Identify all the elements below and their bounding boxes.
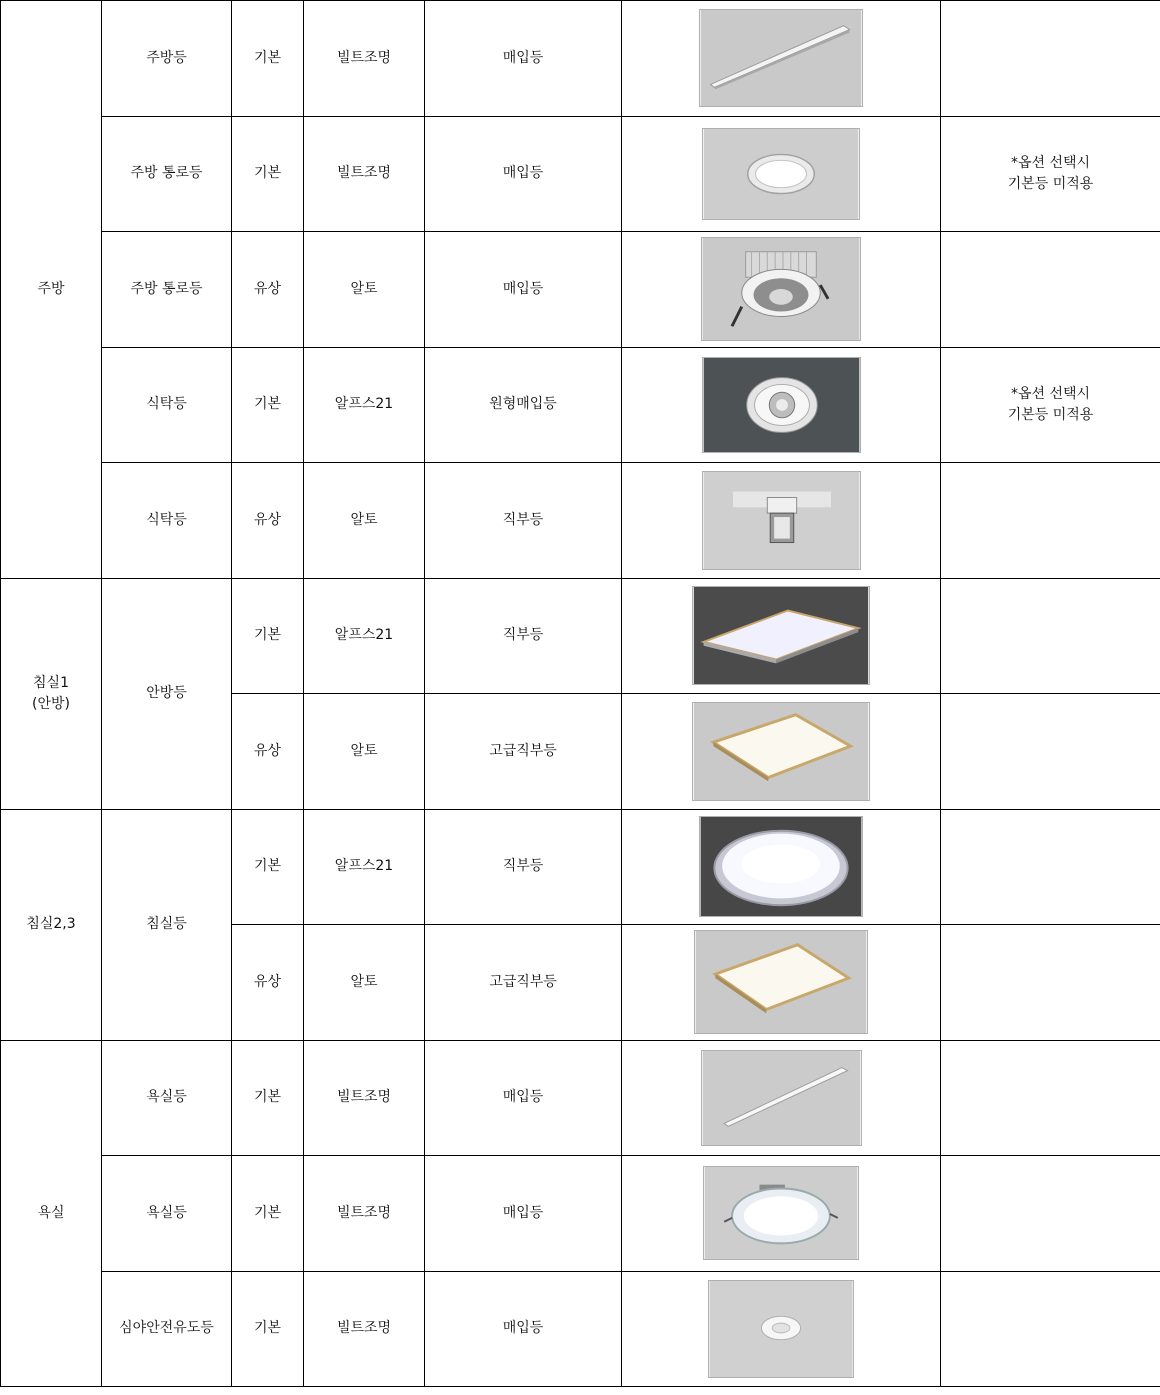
note-cell	[941, 1, 1160, 117]
grade-label: 유상	[253, 511, 282, 528]
brand-label: 알토	[350, 280, 378, 297]
name-cell	[102, 1156, 232, 1272]
grade-cell	[232, 347, 304, 463]
room-cell	[1, 809, 102, 1040]
type-cell	[425, 1, 622, 117]
brand-cell	[304, 925, 425, 1041]
type-cell	[425, 232, 622, 348]
brand-cell	[304, 1040, 425, 1156]
room-cell	[1, 1, 102, 579]
brand-label: 알토	[350, 742, 378, 759]
name-cell	[102, 347, 232, 463]
brand-cell	[304, 347, 425, 463]
table-row	[1, 809, 1160, 925]
room-label: 주방	[37, 280, 65, 297]
table-row	[1, 578, 1160, 694]
brand-label: 알프스21	[334, 858, 394, 875]
room-cell	[1, 1040, 102, 1387]
name-cell	[102, 1, 232, 117]
image-cell	[622, 1, 941, 117]
name-cell	[102, 463, 232, 579]
brand-cell	[304, 694, 425, 810]
grade-label: 기본	[253, 396, 282, 413]
type-label: 매입등	[502, 1320, 544, 1337]
room-label: 욕실	[37, 1204, 65, 1221]
note-cell	[941, 694, 1160, 810]
brand-label: 알프스21	[334, 627, 394, 644]
small-guide-light-image	[708, 1280, 854, 1378]
brand-label: 빌트조명	[336, 49, 392, 66]
type-label: 원형매입등	[489, 396, 557, 413]
room-label: 침실2,3	[26, 916, 76, 932]
type-label: 고급직부등	[489, 973, 557, 990]
brand-label: 빌트조명	[336, 1320, 392, 1337]
note-text: *옵션 선택시 기본등 미적용	[1007, 154, 1094, 192]
grade-cell	[232, 1271, 304, 1387]
grade-cell	[232, 809, 304, 925]
note-cell	[941, 578, 1160, 694]
reflector-downlight-image	[701, 237, 861, 341]
type-label: 매입등	[502, 1089, 544, 1106]
type-cell	[425, 694, 622, 810]
round-recessed-spot-image	[702, 357, 861, 453]
fixture-name: 주방 통로등	[130, 165, 203, 182]
fixture-name: 침실등	[146, 916, 187, 932]
table-row	[1, 232, 1160, 348]
name-cell	[102, 809, 232, 1040]
table-row	[1, 463, 1160, 579]
grade-cell	[232, 232, 304, 348]
fixture-name: 심야안전유도등	[119, 1320, 214, 1337]
brand-label: 알토	[350, 973, 378, 990]
grade-label: 기본	[253, 627, 282, 644]
type-cell	[425, 925, 622, 1041]
type-label: 매입등	[502, 280, 544, 297]
type-cell	[425, 463, 622, 579]
brand-cell	[304, 463, 425, 579]
fixture-name: 식탁등	[146, 511, 187, 528]
note-cell	[941, 1040, 1160, 1156]
grade-cell	[232, 694, 304, 810]
note-cell	[941, 925, 1160, 1041]
grade-label: 유상	[253, 742, 282, 759]
type-cell	[425, 347, 622, 463]
brand-cell	[304, 578, 425, 694]
image-cell	[622, 347, 941, 463]
note-cell	[941, 116, 1160, 232]
image-cell	[622, 809, 941, 925]
brand-label: 알토	[350, 511, 378, 528]
table-row	[1, 347, 1160, 463]
type-cell	[425, 116, 622, 232]
grade-cell	[232, 116, 304, 232]
type-label: 직부등	[502, 627, 544, 644]
brand-cell	[304, 232, 425, 348]
type-label: 직부등	[502, 858, 544, 875]
note-cell	[941, 232, 1160, 348]
name-cell	[102, 1040, 232, 1156]
brand-cell	[304, 116, 425, 232]
room-label: 침실1 (안방)	[32, 674, 70, 712]
image-cell	[622, 232, 941, 348]
table-row	[1, 1156, 1160, 1272]
name-cell	[102, 1271, 232, 1387]
round-downlight-image	[702, 128, 860, 220]
room-cell	[1, 578, 102, 809]
brand-cell	[304, 1271, 425, 1387]
grade-cell	[232, 463, 304, 579]
linear-recessed-light-image	[701, 1050, 862, 1146]
fixture-name: 식탁등	[146, 396, 187, 413]
type-label: 매입등	[502, 1204, 544, 1221]
note-cell	[941, 347, 1160, 463]
type-cell	[425, 1040, 622, 1156]
slim-round-downlight-image	[703, 1166, 859, 1260]
brand-label: 알프스21	[334, 396, 394, 413]
image-cell	[622, 116, 941, 232]
table-row	[1, 116, 1160, 232]
grade-label: 기본	[253, 165, 282, 182]
brand-cell	[304, 809, 425, 925]
type-label: 직부등	[502, 511, 544, 528]
grade-cell	[232, 1156, 304, 1272]
note-cell	[941, 1271, 1160, 1387]
round-ceiling-light-image	[699, 816, 863, 917]
image-cell	[622, 1271, 941, 1387]
brand-label: 빌트조명	[336, 1089, 392, 1106]
type-cell	[425, 1271, 622, 1387]
table-row	[1, 1, 1160, 117]
grade-cell	[232, 925, 304, 1041]
image-cell	[622, 463, 941, 579]
grade-cell	[232, 1, 304, 117]
fixture-name: 주방등	[146, 49, 187, 66]
note-cell	[941, 463, 1160, 579]
brand-cell	[304, 1156, 425, 1272]
type-cell	[425, 578, 622, 694]
grade-label: 기본	[253, 1089, 282, 1106]
grade-label: 기본	[253, 49, 282, 66]
grade-cell	[232, 1040, 304, 1156]
brand-label: 빌트조명	[336, 1204, 392, 1221]
image-cell	[622, 925, 941, 1041]
type-cell	[425, 1156, 622, 1272]
table-row	[1, 1271, 1160, 1387]
grade-cell	[232, 578, 304, 694]
image-cell	[622, 694, 941, 810]
brand-cell	[304, 1, 425, 117]
grade-label: 기본	[253, 858, 282, 875]
type-label: 매입등	[502, 165, 544, 182]
fixture-name: 욕실등	[146, 1089, 187, 1106]
fixture-name: 안방등	[146, 685, 187, 701]
image-cell	[622, 1156, 941, 1272]
linear-recessed-light-image	[699, 9, 863, 107]
brand-label: 빌트조명	[336, 165, 392, 182]
note-cell	[941, 1156, 1160, 1272]
type-cell	[425, 809, 622, 925]
name-cell	[102, 232, 232, 348]
table-row	[1, 1040, 1160, 1156]
type-label: 고급직부등	[489, 742, 557, 759]
image-cell	[622, 578, 941, 694]
grade-label: 유상	[253, 973, 282, 990]
note-cell	[941, 809, 1160, 925]
fixture-name: 주방 통로등	[130, 280, 203, 297]
square-panel-gold-frame-image	[692, 702, 870, 801]
grade-label: 기본	[253, 1204, 282, 1221]
image-cell	[622, 1040, 941, 1156]
grade-label: 유상	[253, 280, 282, 297]
note-text: *옵션 선택시 기본등 미적용	[1007, 385, 1094, 423]
surface-cylinder-light-image	[702, 471, 861, 570]
name-cell	[102, 116, 232, 232]
fixture-name: 욕실등	[146, 1204, 187, 1221]
square-panel-image	[692, 586, 870, 685]
type-label: 매입등	[502, 49, 544, 66]
name-cell	[102, 578, 232, 809]
square-panel-gold-frame-image	[694, 930, 868, 1034]
grade-label: 기본	[253, 1320, 282, 1337]
